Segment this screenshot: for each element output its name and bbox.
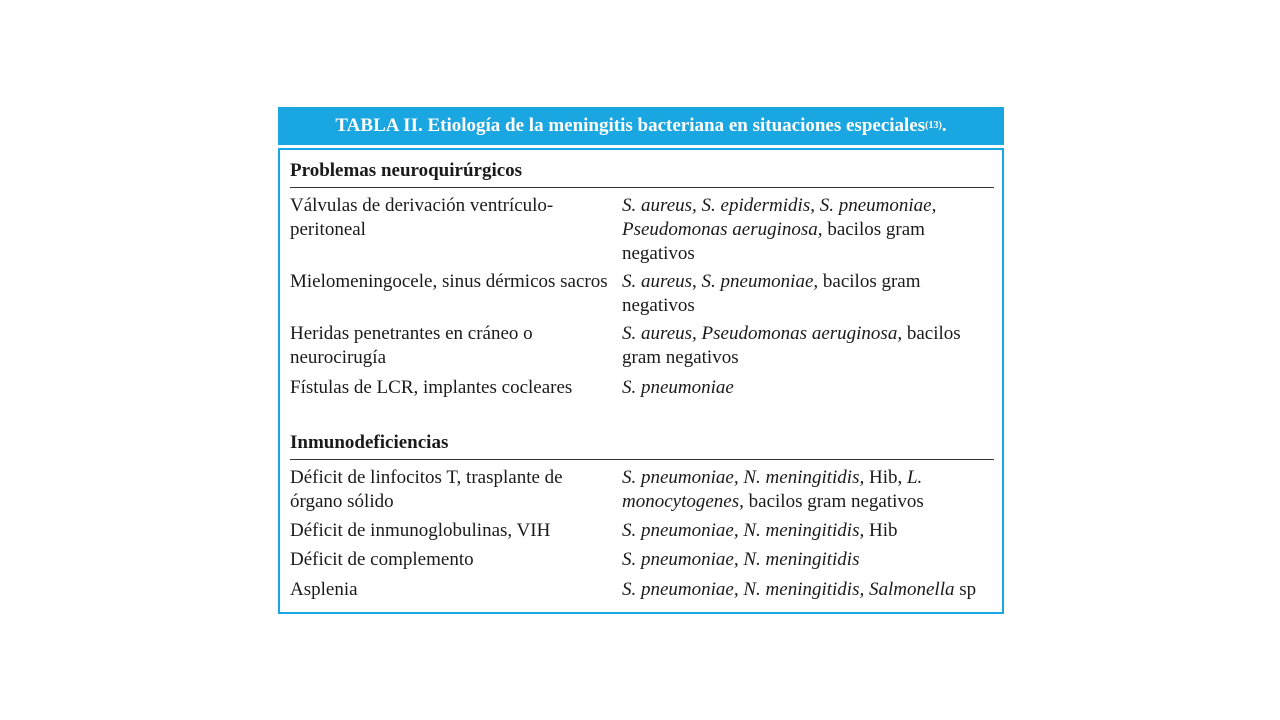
etiology-cell <box>622 578 994 602</box>
condition-cell: Fístulas de LCR, implantes cocleares <box>290 377 573 398</box>
etiology-cell <box>622 322 994 370</box>
organism-name: L. monocytogenes, <box>622 467 923 512</box>
table-title: TABLA II. Etiología de la meningitis bacteriana en situaciones especiales (13) . <box>278 107 1004 145</box>
etiology-cell <box>622 376 994 400</box>
organism-name: S. aureus, Pseudomonas aeruginosa, <box>622 323 903 344</box>
organism-name: S. pneumoniae, N. meningitidis, <box>622 520 865 541</box>
etiology-cell <box>622 194 994 266</box>
etiology-text: bacilos gram negativos <box>622 219 925 264</box>
etiology-text: sp <box>954 579 977 600</box>
condition-cell: Mielomeningocele, sinus dérmicos sacros <box>290 271 608 292</box>
etiology-cell <box>622 519 994 543</box>
section-heading-immunodeficiencies: Inmunodeficiencias <box>290 432 994 460</box>
organism-name: S. aureus, S. pneumoniae, <box>622 271 819 292</box>
etiology-text: bacilos gram negativos <box>622 271 921 316</box>
condition-cell: Válvulas de derivación ventrículo-peritoneal <box>290 195 554 240</box>
etiology-text: Hib <box>864 520 898 541</box>
etiology-cell <box>622 270 994 318</box>
condition-cell: Déficit de linfocitos T, trasplante de órgano sólido <box>290 467 563 512</box>
condition-cell: Asplenia <box>290 579 358 600</box>
condition-cell: Heridas penetrantes en cráneo o neurocirugía <box>290 323 533 368</box>
etiology-text: Hib, <box>864 467 907 488</box>
etiology-cell <box>622 466 994 514</box>
section-heading-neurosurgical: Problemas neuroquirúrgicos <box>290 160 994 188</box>
organism-name: S. pneumoniae <box>622 377 734 398</box>
condition-cell: Déficit de complemento <box>290 549 474 570</box>
etiology-cell <box>622 548 994 572</box>
table-title-period: . <box>941 115 947 136</box>
etiology-text: bacilos gram negativos <box>743 491 924 512</box>
table-title-text: TABLA II. Etiología de la meningitis bacteriana en situaciones especiales <box>335 115 926 136</box>
organism-name: S. pneumoniae, N. meningitidis <box>622 549 860 570</box>
organism-name: S. aureus, S. epidermidis, S. pneumoniae, Pseudomonas aeruginosa, <box>622 195 937 240</box>
condition-cell: Déficit de inmunoglobulinas, VIH <box>290 520 551 541</box>
table-body <box>278 148 1004 614</box>
organism-name: S. pneumoniae, N. meningitidis, <box>622 467 865 488</box>
organism-name: S. pneumoniae, N. meningitidis, Salmonella <box>622 579 955 600</box>
etiology-table <box>278 107 1004 614</box>
etiology-text: bacilos gram negativos <box>622 323 961 368</box>
